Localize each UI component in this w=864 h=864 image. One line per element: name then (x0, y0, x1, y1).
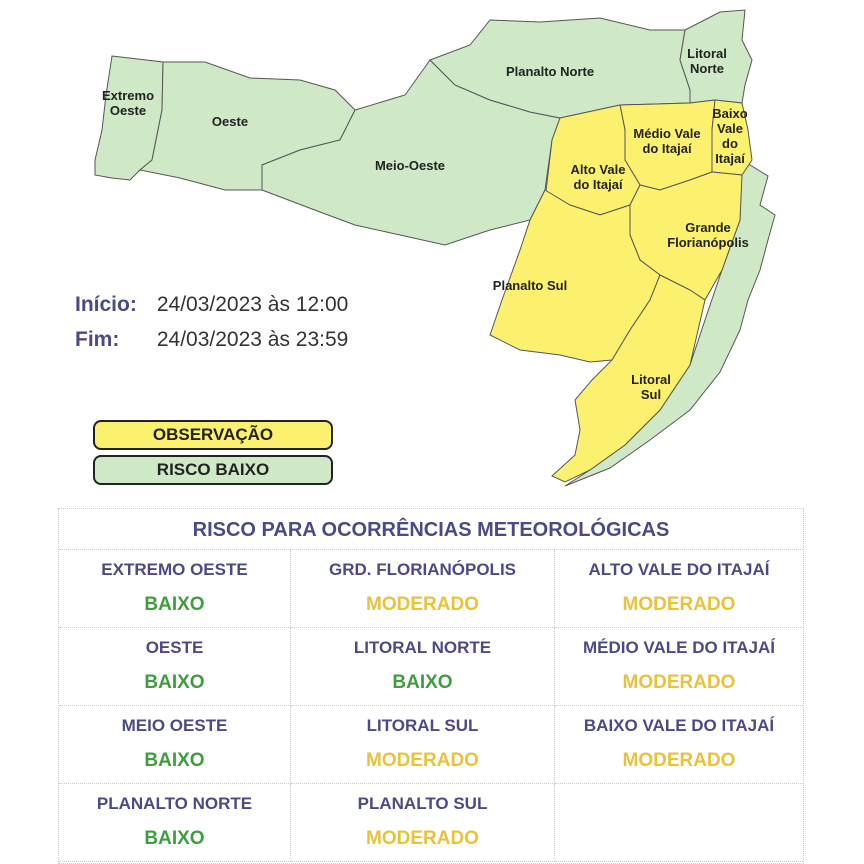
region-label-grande-florianopolis: Grande Florianópolis (667, 220, 749, 250)
region-label-baixo-vale: Baixo Vale do Itajaí (712, 106, 748, 166)
end-value: 24/03/2023 às 23:59 (156, 328, 349, 351)
cell-region: BAIXO VALE DO ITAJAÍ (583, 716, 775, 735)
table-cell (291, 550, 555, 628)
table-cell (59, 706, 291, 784)
legend-observacao: OBSERVAÇÃO (93, 420, 333, 450)
cell-region: LITORAL NORTE (353, 638, 492, 657)
region-label-planalto-sul: Planalto Sul (492, 278, 568, 293)
cell-region (555, 784, 803, 794)
cell-level: BAIXO (144, 672, 205, 693)
start-label: Início: (75, 293, 137, 316)
table-title: RISCO PARA OCORRÊNCIAS METEOROLÓGICAS (59, 509, 803, 550)
region-label-litoral-sul: Litoral Sul (631, 372, 671, 402)
region-label-medio-vale: Médio Vale do Itajaí (633, 126, 701, 156)
period-start (75, 293, 348, 317)
table-cell (291, 706, 555, 784)
risk-table (58, 508, 804, 864)
period-end (75, 328, 348, 352)
cell-region: ALTO VALE DO ITAJAÍ (588, 560, 770, 579)
cell-level: BAIXO (392, 672, 453, 693)
table-cell (59, 784, 291, 862)
table-cell (555, 550, 803, 628)
cell-region: MÉDIO VALE DO ITAJAÍ (582, 638, 776, 657)
table-cell (555, 784, 803, 862)
cell-level: MODERADO (366, 828, 479, 849)
cell-level: MODERADO (366, 750, 479, 771)
region-label-extremo-oeste: Extremo Oeste (101, 88, 155, 118)
end-label: Fim: (75, 328, 120, 351)
cell-level: BAIXO (144, 828, 205, 849)
cell-level: MODERADO (622, 672, 736, 693)
table-cell (59, 628, 291, 706)
cell-region: PLANALTO NORTE (96, 794, 253, 813)
region-label-oeste: Oeste (211, 114, 249, 129)
table-cell (59, 550, 291, 628)
region-label-meio-oeste: Meio-Oeste (374, 158, 446, 173)
cell-region: PLANALTO SUL (357, 794, 488, 813)
region-label-litoral-norte: Litoral Norte (687, 46, 727, 76)
cell-level: MODERADO (366, 594, 479, 615)
start-value: 24/03/2023 às 12:00 (156, 293, 349, 316)
cell-region: OESTE (145, 638, 204, 657)
table-cell (291, 628, 555, 706)
region-label-planalto-norte: Planalto Norte (505, 64, 595, 79)
legend-risco-baixo: RISCO BAIXO (93, 455, 333, 485)
table-cell (555, 706, 803, 784)
table-grid (59, 550, 803, 862)
cell-level: BAIXO (144, 594, 205, 615)
cell-region: LITORAL SUL (366, 716, 479, 735)
cell-level: MODERADO (622, 750, 736, 771)
cell-region: GRD. FLORIANÓPOLIS (329, 560, 516, 579)
table-cell (291, 784, 555, 862)
cell-region: EXTREMO OESTE (101, 560, 248, 579)
cell-region: MEIO OESTE (121, 716, 228, 735)
table-cell (555, 628, 803, 706)
cell-level: BAIXO (144, 750, 205, 771)
cell-level: MODERADO (622, 594, 736, 615)
region-label-alto-vale: Alto Vale do Itajaí (570, 162, 626, 192)
